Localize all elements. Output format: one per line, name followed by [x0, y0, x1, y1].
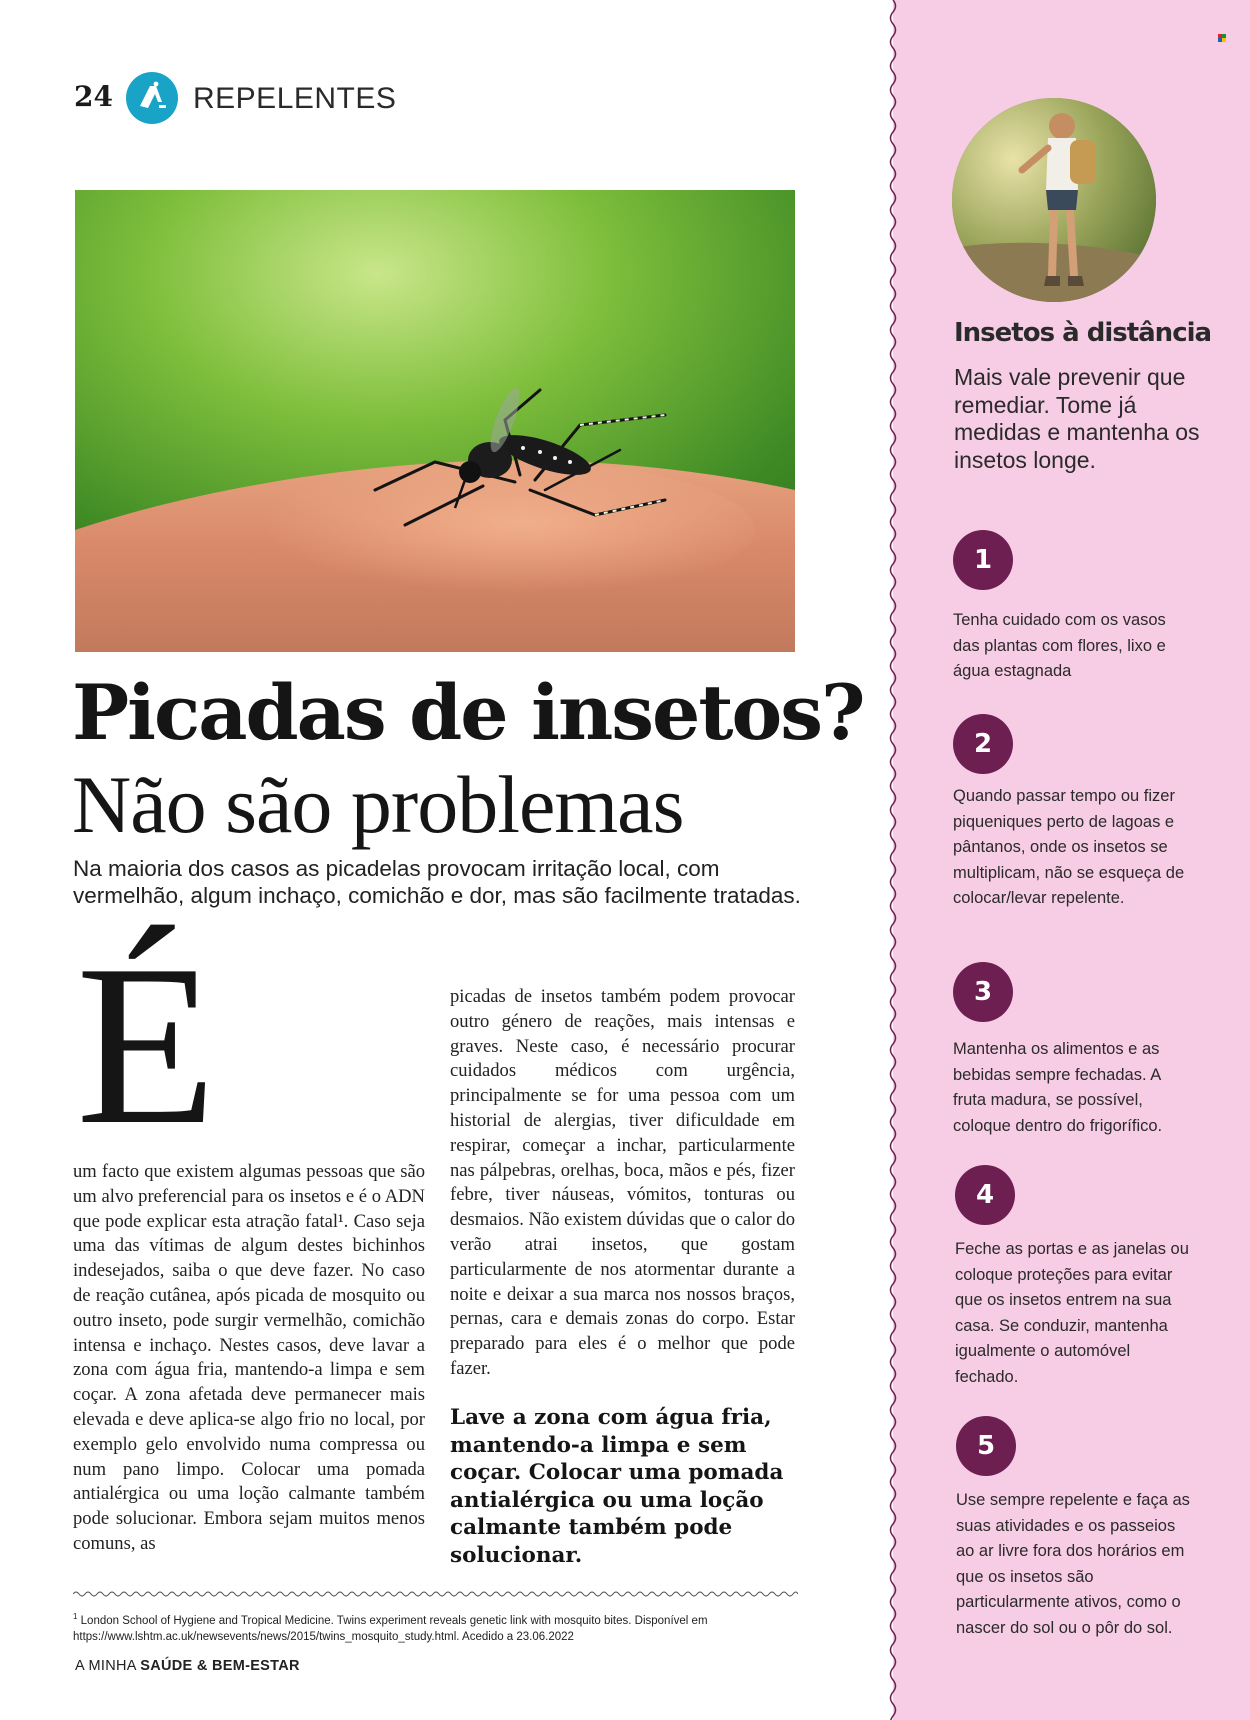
page-number: 24	[74, 80, 113, 113]
tip-text-5: Use sempre repelente e faça as suas atividades e os passeios ao ar livre fora dos horários em que os insetos são particularmente ativos, como o nascer do sol ou o pôr do sol.	[956, 1491, 1190, 1637]
headline-light: Não são problemas	[72, 759, 684, 850]
color-mark-icon	[1218, 34, 1226, 42]
tip-text-4: Feche as portas e as janelas ou coloque proteções para evitar que os insetos entrem na sua casa. Se conduzir, mantenha igualmente o automóvel fechado.	[955, 1240, 1189, 1386]
tip-number-2-badge: 2	[953, 714, 1013, 774]
footnote-text: London School of Hygiene and Tropical Medicine. Twins experiment reveals genetic link with mosquito bites. Disponível em https://www.lshtm.ac.uk/newsevents/news/2015/twins_mosquito_study.html. Acedido a 23.06.2022	[73, 1614, 708, 1643]
tip-number-1-badge: 1	[953, 530, 1013, 590]
sidebar-intro: Mais vale prevenir que remediar. Tome já medidas e mantenha os insetos longe.	[954, 364, 1200, 473]
wavy-divider	[73, 1590, 798, 1598]
footer-magazine: SAÚDE & BEM-ESTAR	[140, 1658, 300, 1674]
footer-prefix: A MINHA	[75, 1658, 136, 1674]
sidebar-wavy-edge	[886, 0, 900, 1720]
tip-number-3-badge: 3	[953, 962, 1013, 1022]
mosquito-on-skin-photo	[75, 190, 795, 652]
footnote-marker: 1	[73, 1612, 78, 1621]
tip-text-3: Mantenha os alimentos e as bebidas sempre fechadas. A fruta madura, se possível, coloque dentro do frigorífico.	[953, 1040, 1163, 1135]
body-column-right	[450, 985, 795, 1382]
body-paragraph-right: picadas de insetos também podem provocar outro género de reações, mais intensas e graves. Neste caso, é necessário procurar cuidados médicos com urgência, principalmente se for uma pessoa com um historial de alergias, tiver dificuldade em respirar, começar a inchar, particularmente nas pálpebras, orelhas, boca, mãos e pés, fizer febre, tiver náuseas, vómitos, tonturas ou desmaios. Não existem dúvidas que o calor do verão atrai insetos, que gostam particularmente de nos atormentar durante a noite e deixar a sua marca nos nossos braços, pernas, cara e demais zonas do corpo. Estar preparado para eles é o melhor que pode fazer.	[450, 986, 795, 1379]
tip-text-1: Tenha cuidado com os vasos das plantas com flores, lixo e água estagnada	[953, 611, 1166, 680]
sidebar-title: Insetos à distância	[954, 318, 1212, 348]
section-title: REPELENTES	[193, 82, 397, 115]
pull-quote: Lave a zona com água fria, mantendo-a limpa e sem coçar. Colocar uma pomada antialérgica ou uma loção calmante também pode solucionar.	[450, 1405, 784, 1568]
footnote	[73, 1609, 798, 1645]
headline-bold: Picadas de insetos?	[72, 668, 864, 757]
tip-text-2: Quando passar tempo ou fizer piqueniques perto de lagoas e pântanos, onde os insetos se multiplicam, não se esqueça de colocar/levar repelente.	[953, 787, 1185, 907]
body-column-left	[73, 1160, 425, 1557]
tip-number-4-badge: 4	[955, 1165, 1015, 1225]
body-paragraph-left: um facto que existem algumas pessoas que são um alvo preferencial para os insetos e é o ADN que pode explicar esta atração fatal¹. Caso seja uma das vítimas de algum destes bichinhos indesejados, saiba o que deve fazer. No caso de reação cutânea, após picada de mosquito ou outro inseto, pode surgir vermelhão, comichão intensa e inchaço. Nestes casos, deve lavar a zona com água fria, mantendo-a limpa e sem coçar. A zona afetada deve permanecer mais elevada e deve aplica-se algo frio no local, por exemplo gelo envolvido numa compressa ou num pano limpo. Colocar uma pomada antialérgica ou uma loção calmante também pode solucionar. Embora sejam muitos menos comuns, as	[73, 1161, 425, 1554]
bird-icon	[126, 72, 178, 124]
brand-logo-icon	[126, 72, 178, 124]
hiker-spraying-repellent-photo	[952, 98, 1156, 302]
drop-cap: É	[76, 917, 217, 1172]
footer-magazine-name	[75, 1658, 300, 1674]
lead-paragraph: Na maioria dos casos as picadelas provocam irritação local, com vermelhão, algum inchaço, comichão e dor, mas são facilmente tratadas.	[73, 856, 801, 908]
tip-number-5-badge: 5	[956, 1416, 1016, 1476]
